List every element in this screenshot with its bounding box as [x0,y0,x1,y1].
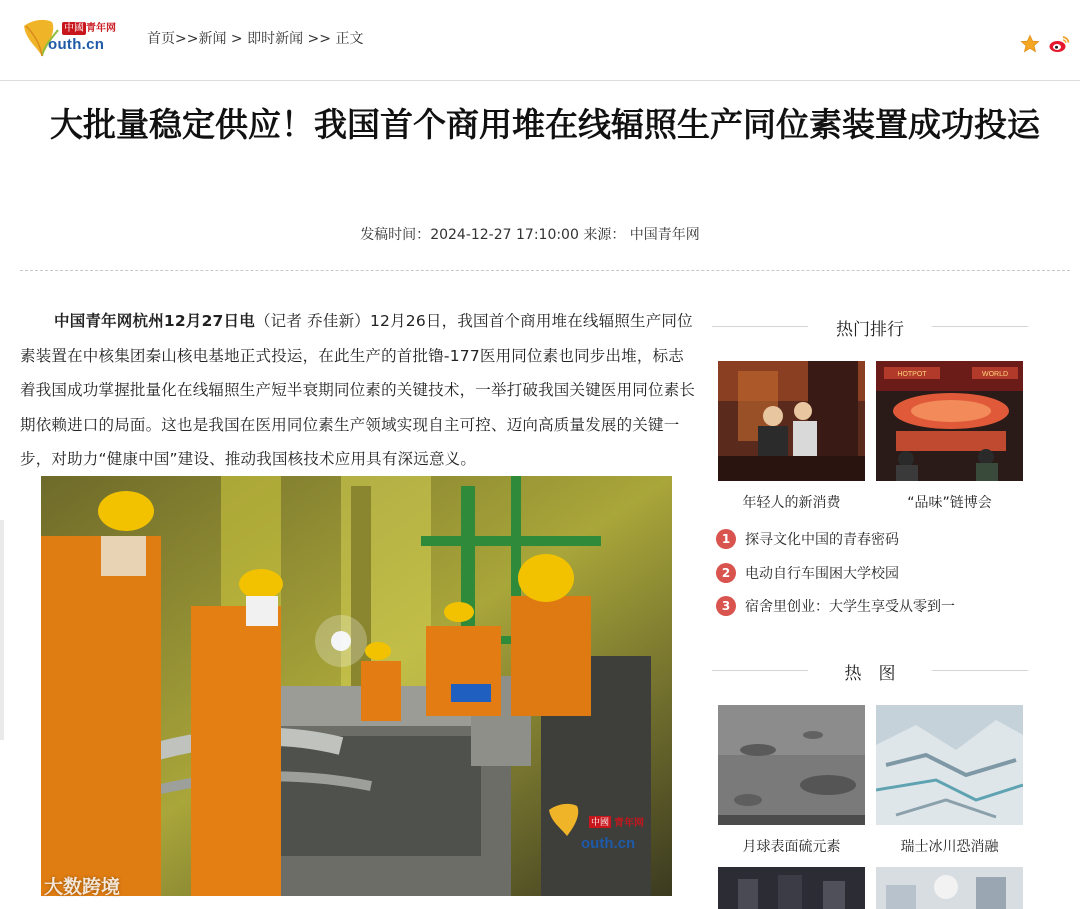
breadcrumb-instant-news[interactable]: 即时新闻 [247,31,304,47]
article-body-text: （记者 乔佳新）12月26日，我国首个商用堆在线辐照生产同位素装置在中核集团秦山核电基地正式投运，在此生产的首批镥-177医用同位素也同步出堆，标志着我国成功掌握批量化在线辐照生产短半衰期同位素的关键技术，一举打破我国关键医用同位素长期依赖进口的局面。这也是我国在医用同位素生产领域实现自主可控、迈向高质量发展的关键一步，对助力“健康中国”建设、推动我国核技术应用具有深远意义。 [20,312,696,468]
breadcrumb-separator: > [226,31,248,47]
hot-pic-3-image [718,867,865,909]
source-name: 中国青年网 [629,227,700,243]
article-title: 大批量稳定供应！我国首个商用堆在线辐照生产同位素装置成功投运 [50,105,1040,144]
hot-pic-1[interactable] [718,705,865,825]
article-meta [0,224,1060,244]
rank-badge: 2 [716,563,736,583]
hot-thumb-2[interactable] [876,361,1023,481]
ranked-item-text[interactable]: 宿舍里创业：大学生享受从零到一 [745,599,955,615]
watermark-logo-icon [10,875,40,897]
weibo-icon[interactable] [1048,34,1070,54]
article-paragraph [20,304,696,477]
rank-badge: 3 [716,596,736,616]
page-edge [0,520,4,740]
young-consumers-image [718,361,865,481]
publish-time: 2024-12-27 17:10:00 [430,227,579,243]
hot-pictures-heading: 热 图 [712,659,1028,684]
swiss-glacier-image [876,705,1023,825]
share-icons [1020,34,1070,54]
photo-logo-text: outh.cn [581,835,636,852]
logo-text: outh.cn [48,36,105,53]
hot-pic-4-image [876,867,1023,909]
site-logo[interactable] [22,14,122,64]
article-photo [41,476,672,896]
logo-badge: 中國 [64,23,84,34]
photo-logo-badge: 中國 [590,818,610,828]
expo-sign-right: WORLD [981,371,1009,378]
breadcrumb-news[interactable]: 新闻 [198,31,227,47]
ranked-item-1[interactable] [716,529,899,549]
breadcrumb [147,28,363,48]
top-bar [0,0,1080,81]
publish-time-label: 发稿时间： [360,227,431,243]
rank-badge: 1 [716,529,736,549]
ranked-item-text[interactable]: 探寻文化中国的青春密码 [745,532,899,548]
reactor-workers-image [41,476,672,896]
moon-surface-image [718,705,865,825]
photo-logo-name: 青年网 [614,818,644,829]
source-label: 来源： [578,227,626,243]
breadcrumb-separator: >> [303,31,336,47]
ranked-item-3[interactable] [716,596,955,616]
breadcrumb-current: 正文 [335,31,364,47]
hot-pic-3[interactable] [718,867,865,909]
hot-thumb-2-caption[interactable]: “品味”链博会 [907,495,992,511]
hot-pic-2-caption[interactable]: 瑞士冰川恐消融 [900,839,999,855]
article-dateline: 中国青年网杭州12月27日电 [54,312,255,330]
supply-chain-expo-image [876,361,1023,481]
ranked-item-2[interactable] [716,563,899,583]
overlay-watermark [10,872,120,899]
logo-name: 青年网 [86,23,116,34]
hot-rank-heading: 热门排行 [712,315,1028,340]
star-icon[interactable] [1020,34,1040,54]
hot-pic-1-caption[interactable]: 月球表面硫元素 [742,839,841,855]
breadcrumb-home[interactable]: 首页 [147,31,175,47]
expo-sign-left: HOTPOT [897,371,927,378]
hot-thumb-1[interactable] [718,361,865,481]
breadcrumb-separator: >> [175,31,199,47]
title-divider [20,270,1070,271]
ranked-item-text[interactable]: 电动自行车围困大学校园 [745,566,899,582]
watermark-text: 大数跨境 [44,876,121,898]
hot-pic-4[interactable] [876,867,1023,909]
hot-thumb-1-caption[interactable]: 年轻人的新消费 [742,495,841,511]
hot-pic-2[interactable] [876,705,1023,825]
